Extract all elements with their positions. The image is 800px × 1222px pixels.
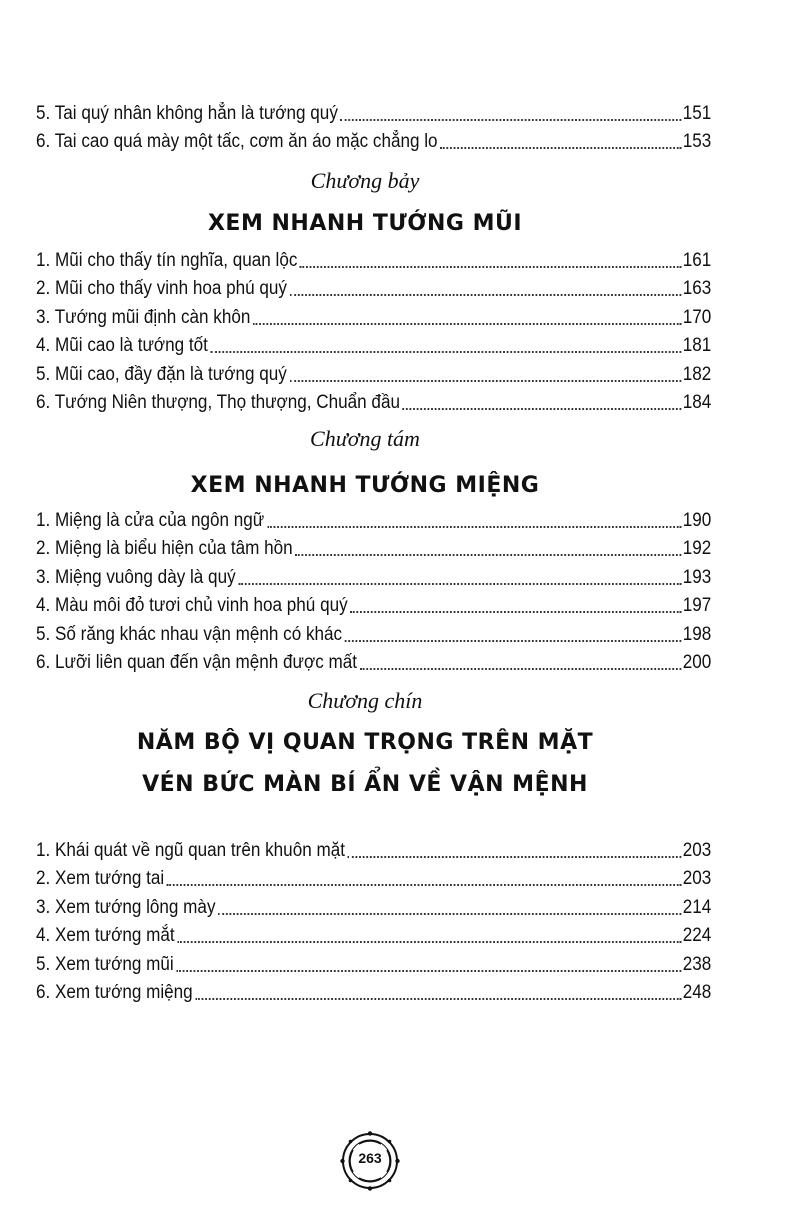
toc-entry <box>36 833 711 862</box>
toc-entry-page: 153 <box>682 131 712 152</box>
chapter-title-line-1: NĂM BỘ VỊ QUAN TRỌNG TRÊN MẶT <box>136 730 594 755</box>
toc-entry-page: 170 <box>682 306 712 328</box>
toc-entry <box>36 589 711 618</box>
toc-entry-page: 238 <box>682 953 712 975</box>
toc-entry-page: 190 <box>682 509 712 531</box>
toc-leader-dots <box>218 912 681 915</box>
toc-entry-text: 6. Xem tướng miệng <box>36 982 193 1003</box>
toc-leader-dots <box>211 350 681 353</box>
toc-entry-text: 1. Miệng là cửa của ngôn ngữ <box>36 509 265 531</box>
toc-entry <box>36 125 711 154</box>
toc-block-top <box>36 96 712 153</box>
toc-leader-dots <box>267 525 681 528</box>
toc-leader-dots <box>360 667 681 670</box>
toc-entry-page: 182 <box>682 363 712 385</box>
toc-leader-dots <box>295 553 681 556</box>
toc-entry <box>36 862 711 891</box>
toc-block-chapter-8 <box>36 503 712 674</box>
toc-entry-page: 224 <box>682 925 712 946</box>
toc-entry-text: 1. Mũi cho thấy tín nghĩa, quan lộc <box>36 249 298 271</box>
chapter-label: Chương bảy <box>310 168 420 193</box>
toc-leader-dots <box>290 379 681 382</box>
toc-entry-page: 200 <box>682 652 712 673</box>
toc-entry-page: 161 <box>682 249 712 271</box>
chapter-label: Chương chín <box>307 688 423 713</box>
toc-entry <box>36 329 711 358</box>
toc-entry-page: 203 <box>682 839 712 861</box>
toc-entry-text: 2. Mũi cho thấy vinh hoa phú quý <box>36 278 287 299</box>
toc-entry-page: 197 <box>682 595 712 616</box>
toc-entry <box>36 646 711 675</box>
toc-block-chapter-7 <box>36 243 712 414</box>
toc-entry <box>36 947 711 976</box>
toc-entry <box>36 617 711 646</box>
toc-leader-dots <box>440 146 681 149</box>
toc-leader-dots <box>177 940 681 943</box>
toc-leader-dots <box>176 969 681 972</box>
toc-entry-text: 3. Tướng mũi định càn khôn <box>36 306 251 328</box>
toc-entry <box>36 243 711 272</box>
toc-entry <box>36 560 711 589</box>
toc-entry <box>36 976 711 1005</box>
toc-leader-dots <box>238 582 681 585</box>
toc-entry-text: 6. Tướng Niên thượng, Thọ thượng, Chuẩn đầu <box>36 392 400 413</box>
toc-leader-dots <box>403 407 681 410</box>
toc-entry-text: 6. Tai cao quá mày một tấc, cơm ăn áo mặc chẳng lo <box>36 131 438 152</box>
toc-entry-page: 163 <box>682 278 712 299</box>
toc-entry <box>36 96 711 125</box>
toc-entry-text: 4. Màu môi đỏ tươi chủ vinh hoa phú quý <box>36 595 348 616</box>
toc-leader-dots <box>345 639 681 642</box>
toc-entry-text: 3. Xem tướng lông mày <box>36 896 216 918</box>
toc-entry <box>36 919 711 948</box>
toc-entry <box>36 357 711 386</box>
toc-leader-dots <box>341 118 681 121</box>
toc-entry-text: 3. Miệng vuông dày là quý <box>36 566 236 588</box>
toc-entry-page: 198 <box>682 623 712 645</box>
chapter-title: XEM NHANH TƯỚNG MIỆNG <box>190 473 540 498</box>
toc-entry <box>36 890 711 919</box>
toc-entry-text: 6. Lưỡi liên quan đến vận mệnh được mất <box>36 652 358 673</box>
toc-entry-page: 214 <box>682 896 712 918</box>
toc-leader-dots <box>300 265 681 268</box>
toc-entry-text: 4. Mũi cao là tướng tốt <box>36 335 208 356</box>
toc-entry <box>36 532 711 561</box>
toc-leader-dots <box>350 610 681 613</box>
chapter-title: XEM NHANH TƯỚNG MŨI <box>207 211 523 236</box>
toc-entry-text: 4. Xem tướng mắt <box>36 925 175 946</box>
toc-leader-dots <box>167 883 681 886</box>
toc-entry-page: 192 <box>682 538 712 559</box>
toc-entry-page: 248 <box>682 982 712 1003</box>
toc-entry-page: 203 <box>682 868 712 889</box>
toc-block-chapter-9 <box>36 833 712 1004</box>
toc-leader-dots <box>253 322 681 325</box>
page-number: 263 <box>358 1150 382 1166</box>
chapter-label: Chương tám <box>310 426 420 451</box>
toc-entry-page: 193 <box>682 566 712 588</box>
toc-entry <box>36 272 711 301</box>
toc-entry <box>36 503 711 532</box>
toc-leader-dots <box>290 293 681 296</box>
toc-entry-text: 2. Xem tướng tai <box>36 868 165 889</box>
toc-entry-text: 2. Miệng là biểu hiện của tâm hồn <box>36 538 293 559</box>
toc-entry-text: 5. Tai quý nhân không hẳn là tướng quý <box>36 102 338 124</box>
toc-entry <box>36 386 711 415</box>
chapter-title-line-2: VÉN BỨC MÀN BÍ ẨN VỀ VẬN MỆNH <box>142 772 588 797</box>
page-number-badge <box>339 1130 401 1192</box>
toc-entry-text: 1. Khái quát về ngũ quan trên khuôn mặt <box>36 839 345 861</box>
toc-entry-page: 151 <box>682 102 712 124</box>
toc-entry-text: 5. Mũi cao, đầy đặn là tướng quý <box>36 363 287 385</box>
toc-entry-page: 181 <box>682 335 712 356</box>
toc-leader-dots <box>348 855 681 858</box>
toc-leader-dots <box>195 997 681 1000</box>
toc-entry-page: 184 <box>682 392 712 413</box>
toc-entry-text: 5. Xem tướng mũi <box>36 953 174 975</box>
toc-entry-text: 5. Số răng khác nhau vận mệnh có khác <box>36 623 343 645</box>
toc-entry <box>36 300 711 329</box>
